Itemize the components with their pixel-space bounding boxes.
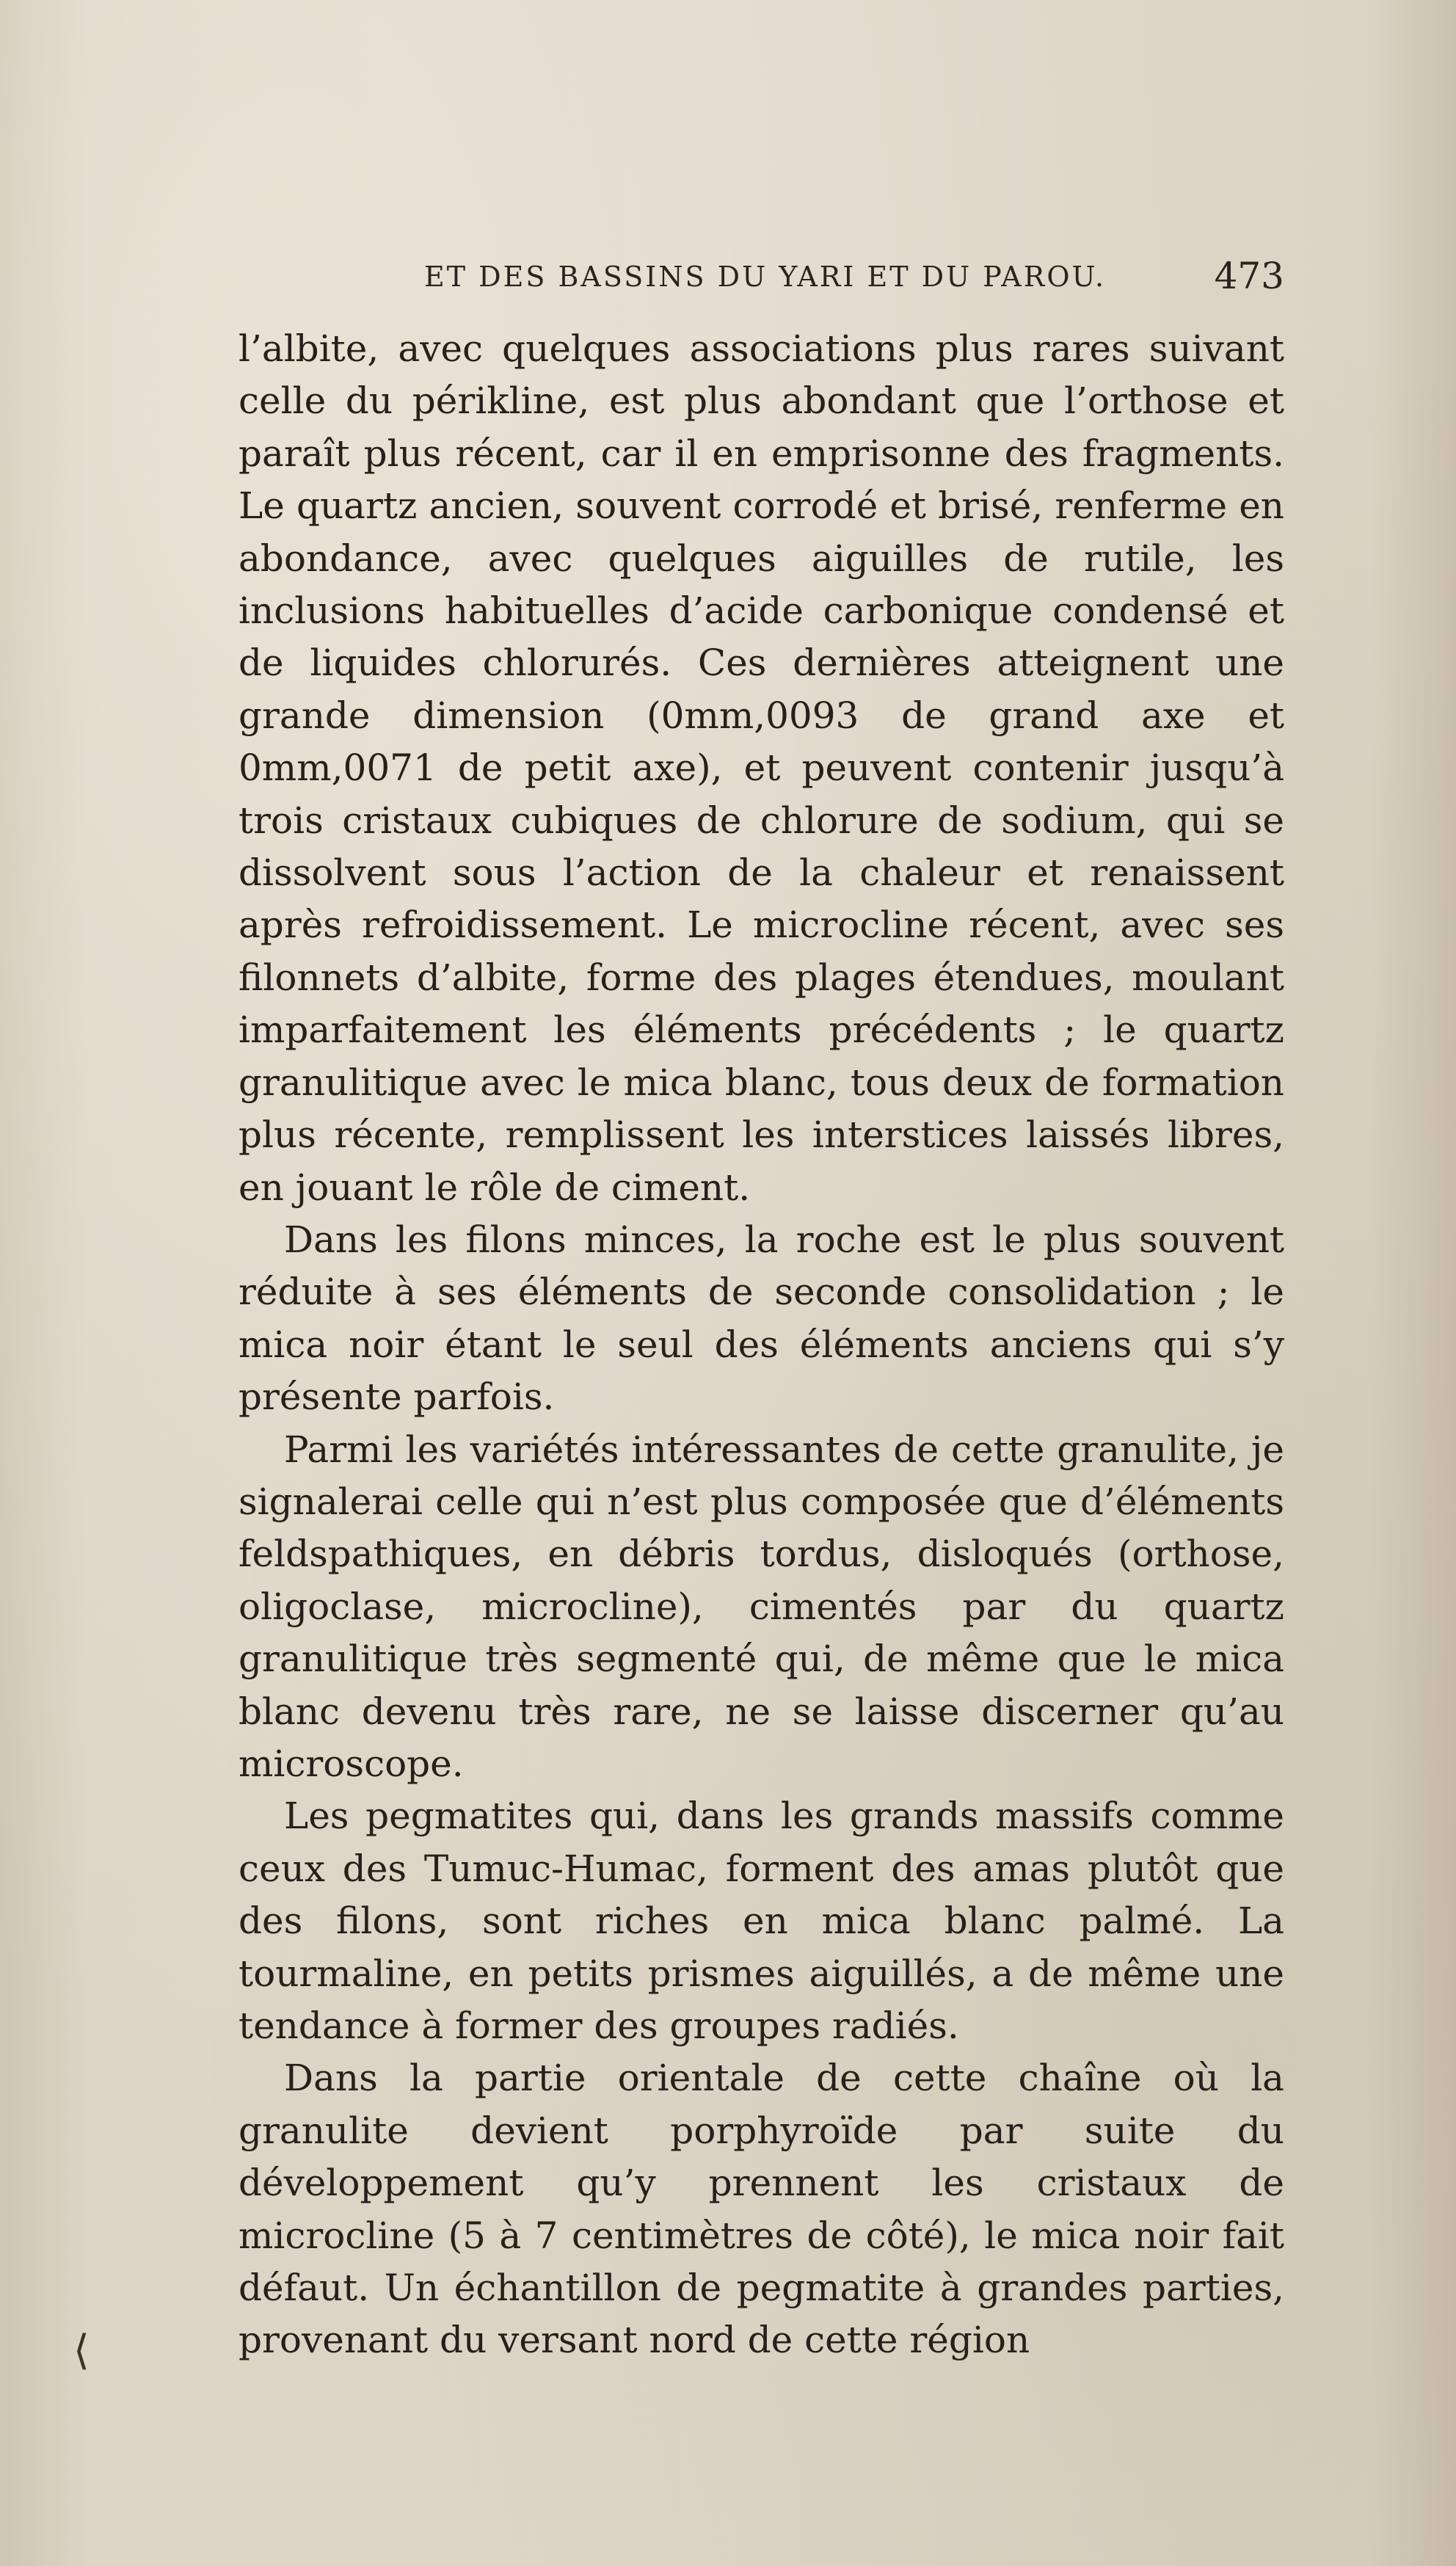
paragraph-4: Les pegmatites qui, dans les grands massifs comme ceux des Tumuc-Humac, forment des amas plutôt que des filons, sont riches en mica blanc palmé. La tourmaline, en petits prismes aiguillés, a de même une tendance à former des groupes radiés. <box>239 1795 1284 2047</box>
page-header <box>239 255 1284 306</box>
running-head: ET DES BASSINS DU YARI ET DU PAROU. <box>424 261 1107 293</box>
paragraph-3: Parmi les variétés intéressantes de cette granulite, je signalerai celle qui n’est plus composée que d’éléments feldspathiques, en débris tordus, disloqués (orthose, oligoclase, microcline), cimentés par du quartz granulitique très segmenté qui, de même que le mica blanc devenu très rare, ne se laisse discerner qu’au microscope. <box>239 1428 1284 1785</box>
page-number: 473 <box>1214 255 1284 297</box>
paragraph-5: Dans la partie orientale de cette chaîne où la granulite devient porphyroïde par suite du développement qu’y prennent les cristaux de microcline (5 à 7 centimètres de côté), le mica noir fait défaut. Un échantillon de pegmatite à grandes parties, provenant du versant nord de cette région <box>239 2057 1284 2362</box>
stray-ink-mark: ⟨ <box>73 2327 90 2374</box>
body-text <box>239 323 1284 2367</box>
paragraph-1: l’albite, avec quelques associations plus rares suivant celle du périkline, est plus abondant que l’orthose et paraît plus récent, car il en emprisonne des fragments. Le quartz ancien, souvent corrodé et brisé, renferme en abondance, avec quelques aiguilles de rutile, les inclusions habituelles d’acide carbonique condensé et de liquides chlorurés. Ces dernières atteignent une grande dimension (0mm,0093 de grand axe et 0mm,0071 de petit axe), et peuvent contenir jusqu’à trois cristaux cubiques de chlorure de sodium, qui se dissolvent sous l’action de la chaleur et renaissent après refroidissement. Le microcline récent, avec ses filonnets d’albite, forme des plages étendues, moulant imparfaitement les éléments précédents ; le quartz granulitique avec le mica blanc, tous deux de formation plus récente, remplissent les interstices laissés libres, en jouant le rôle de ciment. <box>239 327 1284 1209</box>
paragraph-2: Dans les filons minces, la roche est le plus souvent réduite à ses éléments de seconde consolidation ; le mica noir étant le seul des éléments anciens qui s’y présente parfois. <box>239 1218 1284 1419</box>
